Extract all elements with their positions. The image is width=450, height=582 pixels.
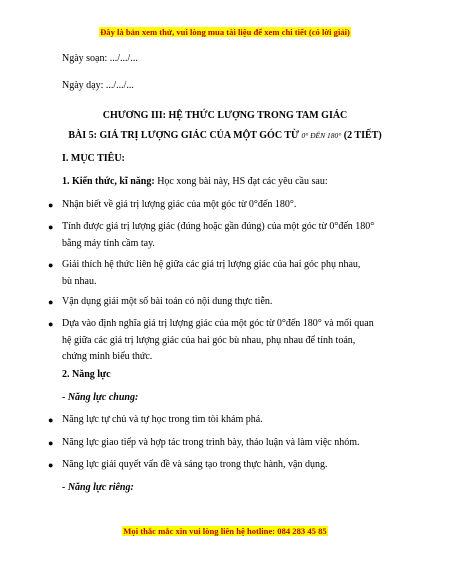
- list-item: ● Vận dụng giải một số bài toán có nội dung thực tiễn.: [62, 294, 392, 311]
- bullet-icon: ●: [48, 319, 54, 329]
- section-muc-tieu: I. MỤC TIÊU:: [62, 153, 125, 164]
- lesson-title: BÀI 5: GIÁ TRỊ LƯỢNG GIÁC CỦA MỘT GÓC TỪ 0° ĐẾN 180° (2 TIẾT): [68, 130, 382, 141]
- bullet-icon: ●: [48, 438, 54, 448]
- bullet-icon: ●: [48, 222, 54, 232]
- list-item: ● Tính được giá trị lượng giác (đúng hoặc gần đúng) của một góc từ 0°đến 180° bằng máy tính cầm tay.: [48, 221, 375, 249]
- bullet-icon: ●: [48, 460, 54, 470]
- list-item: ● Năng lực tự chủ và tự học trong tìm tòi khám phá.: [62, 412, 392, 429]
- list-item: ● Nhận biết về giá trị lượng giác của một góc từ 0°đến 180°.: [62, 197, 392, 214]
- bullet-icon: ●: [48, 200, 54, 210]
- nang-luc-chung: - Năng lực chung:: [62, 392, 139, 403]
- list-item: ● Giải thích hệ thức liên hệ giữa các giá trị lượng giác của hai góc phụ nhau, bù nhau.: [48, 259, 361, 287]
- list-item: ● Năng lực giải quyết vấn đề và sáng tạo trong thực hành, vận dụng.: [62, 457, 392, 474]
- bullet-icon: ●: [48, 260, 54, 270]
- chapter-title: CHƯƠNG III: HỆ THỨC LƯỢNG TRONG TAM GIÁC: [102, 110, 348, 121]
- kien-thuc-heading: 1. Kiến thức, kĩ năng: Học xong bài này, HS đạt các yêu cầu sau:: [62, 176, 328, 187]
- hotline-banner: Mọi thắc mắc xin vui lòng liên hệ hotline: 084 283 45 85: [123, 526, 327, 536]
- preview-banner: Đây là bản xem thử, vui lòng mua tài liệu để xem chi tiết (có lời giải): [100, 27, 350, 37]
- nang-luc-rieng: - Năng lực riêng:: [62, 482, 134, 493]
- ngay-day: Ngày dạy: .../.../...: [62, 80, 134, 91]
- bullet-icon: ●: [48, 297, 54, 307]
- list-item: ● Dựa vào định nghĩa giá trị lượng giác của một góc từ 0°đến 180° và mối quan hệ giữa các giá trị lượng giác của hai góc bù nhau, phụ nhau để tính toán, chứng minh biểu thức.: [48, 318, 374, 362]
- nang-luc-heading: 2. Năng lực: [62, 369, 111, 380]
- ngay-soan: Ngày soạn: .../.../...: [62, 53, 138, 64]
- list-item: ● Năng lực giao tiếp và hợp tác trong trình bày, thảo luận và làm việc nhóm.: [62, 435, 392, 452]
- bullet-icon: ●: [48, 415, 54, 425]
